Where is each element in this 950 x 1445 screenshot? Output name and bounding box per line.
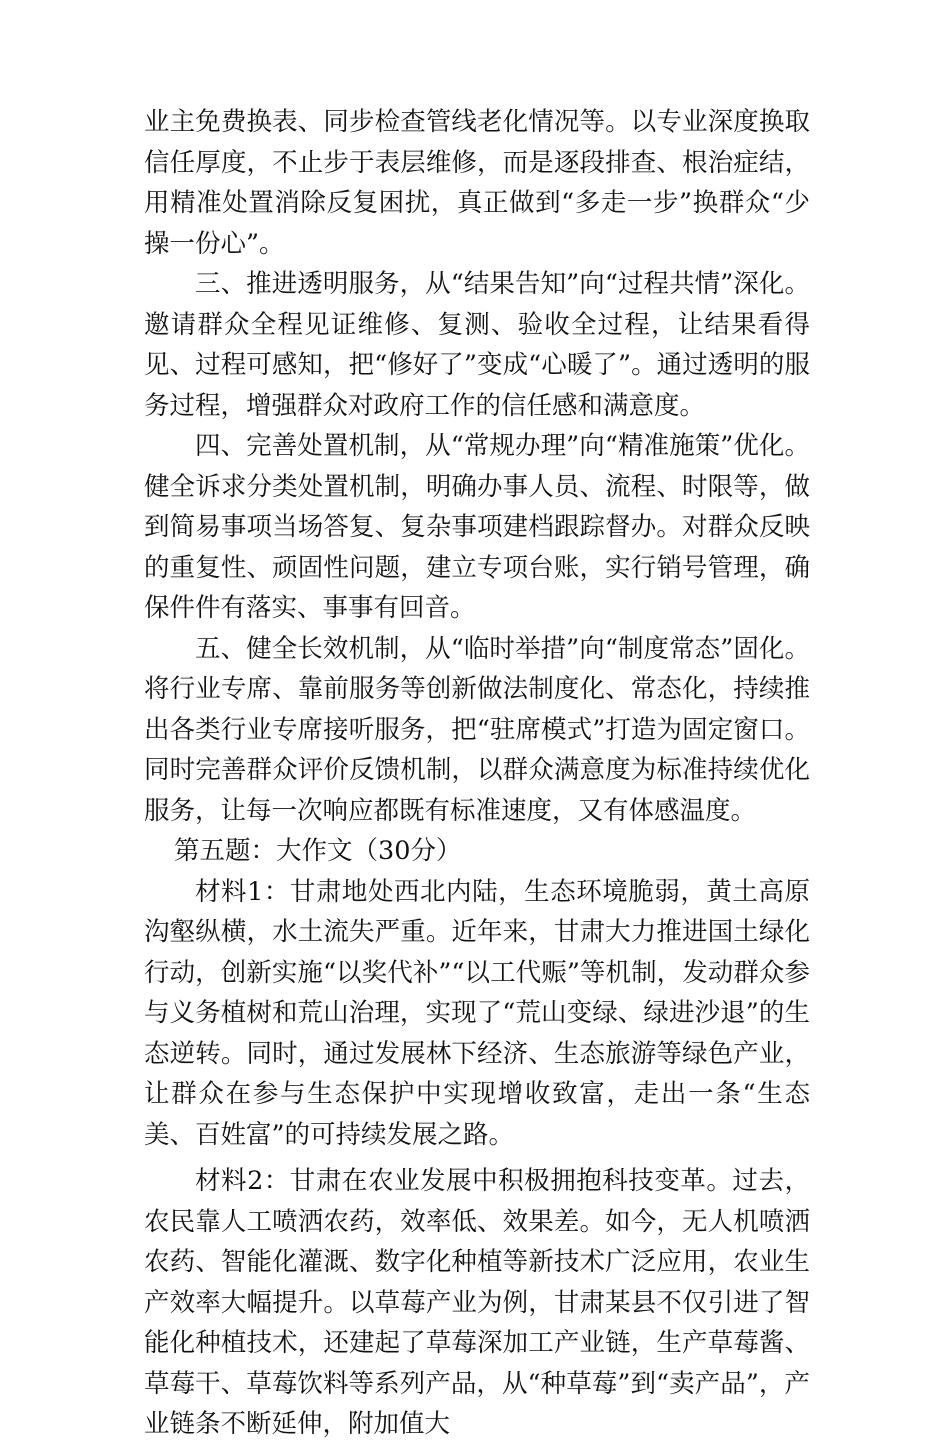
paragraph-material-two: 材料2：甘肃在农业发展中积极拥抱科技变革。过去，农民靠人工喷洒农药，效率低、效果差。如今，无人机喷洒农药、智能化灌溉、数字化种植等新技术广泛应用，农业生产效率大幅提升。以草莓产业为例，甘肃某县不仅引进了智能化种植技术，还建起了草莓深加工产业链，生产草莓酱、草莓干、草莓饮料等系列产品，从“种草莓”到“卖产品”，产业链条不断延伸，附加值大	[144, 1166, 810, 1439]
document-page	[144, 102, 810, 1445]
paragraph-point-five: 五、健全长效机制，从“临时举措”向“制度常态”固化。将行业专席、靠前服务等创新做法制度化、常态化，持续推出各类行业专席接听服务，把“驻席模式”打造为固定窗口。同时完善群众评价反馈机制，以群众满意度为标准持续优化服务，让每一次响应都既有标准速度，又有体感温度。	[144, 633, 810, 826]
paragraph-point-three: 三、推进透明服务，从“结果告知”向“过程共情”深化。邀请群众全程见证维修、复测、验收全过程，让结果看得见、过程可感知，把“修好了”变成“心暖了”。通过透明的服务过程，增强群众对政府工作的信任感和满意度。	[144, 269, 810, 421]
paragraph-material-one: 材料1：甘肃地处西北内陆，生态环境脆弱，黄土高原沟壑纵横，水土流失严重。近年来，甘肃大力推进国土绿化行动，创新实施“以奖代补”“以工代赈”等机制，发动群众参与义务植树和荒山治理，实现了“荒山变绿、绿进沙退”的生态逆转。同时，通过发展林下经济、生态旅游等绿色产业，让群众在参与生态保护中实现增收致富，走出一条“生态美、百姓富”的可持续发展之路。	[144, 876, 810, 1150]
paragraph-point-four: 四、完善处置机制，从“常规办理”向“精准施策”优化。健全诉求分类处置机制，明确办事人员、流程、时限等，做到简易事项当场答复、复杂事项建档跟踪督办。对群众反映的重复性、顽固性问题，建立专项台账，实行销号管理，确保件件有落实、事事有回音。	[144, 431, 810, 623]
question-heading: 第五题：大作文（30分）	[174, 836, 462, 866]
paragraph-continuation: 业主免费换表、同步检查管线老化情况等。以专业深度换取信任厚度，不止步于表层维修，而是逐段排查、根治症结，用精准处置消除反复困扰，真正做到“多走一步”换群众“少操一份心”。	[144, 107, 810, 259]
